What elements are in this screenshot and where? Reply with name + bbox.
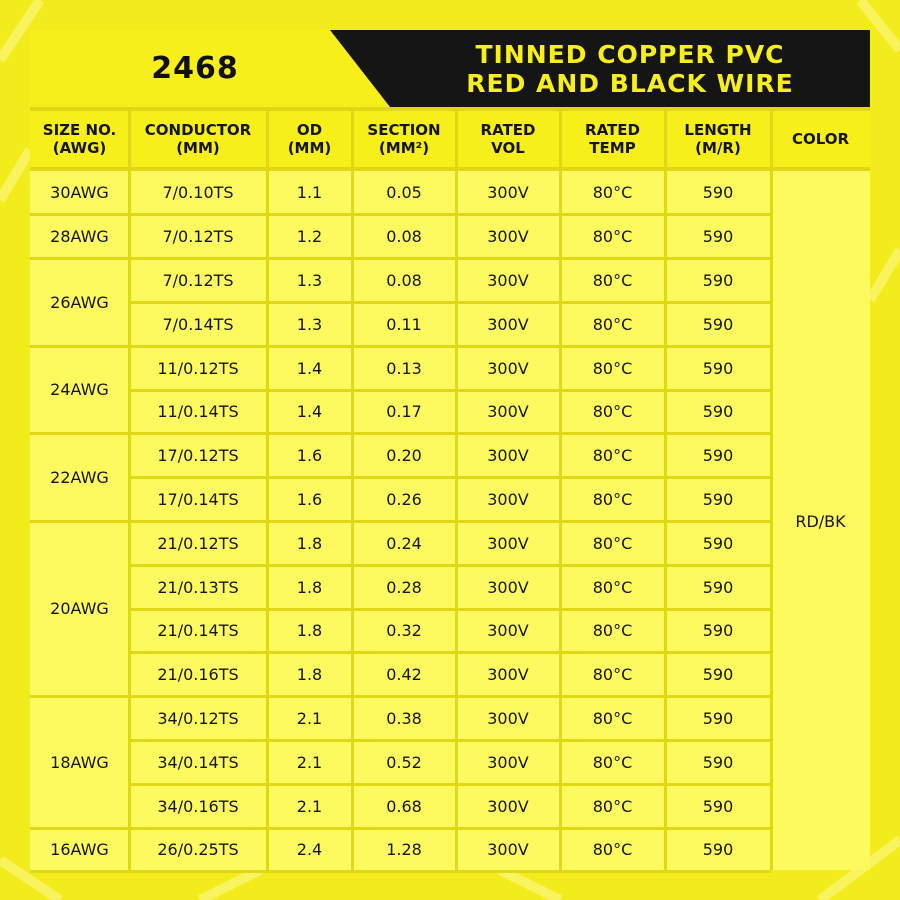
cell-section: 0.42 xyxy=(386,665,422,685)
size-cell: 22AWG xyxy=(50,468,109,488)
cell-conductor: 11/0.14TS xyxy=(157,402,239,422)
size-cell: 18AWG xyxy=(50,752,109,772)
product-title xyxy=(390,30,870,107)
cell-vol: 300V xyxy=(487,621,529,641)
cell-length: 590 xyxy=(702,227,734,247)
cell-length: 590 xyxy=(702,796,734,816)
column-divider xyxy=(455,107,458,870)
cell-section: 0.24 xyxy=(386,533,422,553)
cell-od: 2.1 xyxy=(296,796,323,816)
cell-vol: 300V xyxy=(487,752,529,772)
cell-od: 1.8 xyxy=(296,621,323,641)
cell-vol: 300V xyxy=(487,183,529,203)
column-header-label: RATED xyxy=(480,121,536,139)
cell-conductor: 34/0.14TS xyxy=(157,752,239,772)
column-header-vol xyxy=(456,107,560,171)
product-code: 2468 xyxy=(151,51,239,86)
cell-length: 590 xyxy=(702,665,734,685)
cell-od: 1.4 xyxy=(296,358,323,378)
cell-temp: 80°C xyxy=(592,314,633,334)
column-header-unit: (M/R) xyxy=(695,139,741,157)
header-divider xyxy=(30,107,870,111)
cell-length: 590 xyxy=(702,577,734,597)
cell-conductor: 34/0.16TS xyxy=(157,796,239,816)
column-header-length xyxy=(665,107,771,171)
cell-length: 590 xyxy=(702,402,734,422)
cell-od: 1.8 xyxy=(296,577,323,597)
cell-vol: 300V xyxy=(487,665,529,685)
cell-vol: 300V xyxy=(487,358,529,378)
color-cell: RD/BK xyxy=(795,511,846,531)
cell-conductor: 17/0.12TS xyxy=(157,446,239,466)
column-header-color xyxy=(771,107,870,171)
cell-conductor: 17/0.14TS xyxy=(157,489,239,509)
column-divider xyxy=(266,107,269,870)
cell-temp: 80°C xyxy=(592,840,633,860)
cell-length: 590 xyxy=(702,183,734,203)
size-cell: 26AWG xyxy=(50,292,109,312)
cell-od: 2.1 xyxy=(296,752,323,772)
cell-length: 590 xyxy=(702,708,734,728)
cell-od: 2.4 xyxy=(296,840,323,860)
cell-temp: 80°C xyxy=(592,752,633,772)
cell-length: 590 xyxy=(702,314,734,334)
cell-conductor: 7/0.14TS xyxy=(162,314,234,334)
cell-od: 1.6 xyxy=(296,446,323,466)
cell-od: 1.8 xyxy=(296,665,323,685)
column-header-size xyxy=(30,107,129,171)
cell-vol: 300V xyxy=(487,314,529,334)
cell-conductor: 11/0.12TS xyxy=(157,358,239,378)
cell-section: 0.17 xyxy=(386,402,422,422)
cell-conductor: 21/0.16TS xyxy=(157,665,239,685)
cell-temp: 80°C xyxy=(592,533,633,553)
column-header-label: CONDUCTOR xyxy=(144,121,252,139)
column-header-unit: (MM) xyxy=(176,139,220,157)
title-line-2: RED AND BLACK WIRE xyxy=(466,68,794,98)
cell-section: 0.26 xyxy=(386,489,422,509)
cell-section: 0.20 xyxy=(386,446,422,466)
cell-temp: 80°C xyxy=(592,621,633,641)
cell-vol: 300V xyxy=(487,227,529,247)
cell-vol: 300V xyxy=(487,577,529,597)
column-header-unit: TEMP xyxy=(589,139,636,157)
cell-od: 1.2 xyxy=(296,227,323,247)
column-divider xyxy=(770,107,773,870)
cell-vol: 300V xyxy=(487,840,529,860)
size-cell: 24AWG xyxy=(50,380,109,400)
cell-temp: 80°C xyxy=(592,402,633,422)
cell-conductor: 34/0.12TS xyxy=(157,708,239,728)
cell-temp: 80°C xyxy=(592,577,633,597)
cell-temp: 80°C xyxy=(592,665,633,685)
cell-length: 590 xyxy=(702,621,734,641)
cell-conductor: 21/0.14TS xyxy=(157,621,239,641)
column-header-label: RATED xyxy=(585,121,640,139)
column-header-temp xyxy=(560,107,665,171)
cell-temp: 80°C xyxy=(592,227,633,247)
column-header-label: LENGTH xyxy=(684,121,752,139)
title-line-1: TINNED COPPER PVC xyxy=(475,39,785,69)
cell-vol: 300V xyxy=(487,270,529,290)
cell-section: 0.08 xyxy=(386,227,422,247)
cell-vol: 300V xyxy=(487,708,529,728)
column-header-unit: (AWG) xyxy=(52,139,107,157)
cell-conductor: 7/0.12TS xyxy=(162,227,234,247)
cell-vol: 300V xyxy=(487,402,529,422)
cell-section: 0.13 xyxy=(386,358,422,378)
cell-temp: 80°C xyxy=(592,358,633,378)
cell-section: 0.68 xyxy=(386,796,422,816)
cell-conductor: 7/0.12TS xyxy=(162,270,234,290)
cell-length: 590 xyxy=(702,533,734,553)
cell-od: 1.3 xyxy=(296,270,323,290)
column-header-unit: (MM) xyxy=(287,139,332,157)
cell-length: 590 xyxy=(702,358,734,378)
cell-od: 2.1 xyxy=(296,708,323,728)
cell-conductor: 26/0.25TS xyxy=(157,840,239,860)
column-divider xyxy=(128,107,131,870)
cell-length: 590 xyxy=(702,752,734,772)
cell-temp: 80°C xyxy=(592,270,633,290)
row-divider xyxy=(30,870,771,873)
cell-temp: 80°C xyxy=(592,796,633,816)
cell-section: 0.38 xyxy=(386,708,422,728)
cell-temp: 80°C xyxy=(592,489,633,509)
cell-section: 0.32 xyxy=(386,621,422,641)
cell-conductor: 21/0.13TS xyxy=(157,577,239,597)
column-header-unit: VOL xyxy=(491,139,525,157)
cell-vol: 300V xyxy=(487,796,529,816)
cell-od: 1.6 xyxy=(296,489,323,509)
cell-section: 0.52 xyxy=(386,752,422,772)
cell-section: 0.11 xyxy=(386,314,422,334)
column-header-label: OD xyxy=(296,121,323,139)
size-cell: 20AWG xyxy=(50,599,109,619)
spec-table xyxy=(30,30,870,870)
column-header-label: COLOR xyxy=(791,130,850,148)
cell-vol: 300V xyxy=(487,446,529,466)
cell-section: 0.08 xyxy=(386,270,422,290)
cell-length: 590 xyxy=(702,840,734,860)
cell-conductor: 7/0.10TS xyxy=(162,183,234,203)
cell-temp: 80°C xyxy=(592,183,633,203)
cell-od: 1.3 xyxy=(296,314,323,334)
column-header-label: SECTION xyxy=(367,121,441,139)
column-header-section xyxy=(352,107,456,171)
cell-temp: 80°C xyxy=(592,708,633,728)
size-cell: 16AWG xyxy=(50,840,109,860)
column-header-label: SIZE NO. xyxy=(42,121,117,139)
table-header-bar xyxy=(30,30,870,107)
column-header-conductor xyxy=(129,107,267,171)
size-cell: 30AWG xyxy=(50,183,109,203)
size-cell: 28AWG xyxy=(50,227,109,247)
cell-length: 590 xyxy=(702,446,734,466)
cell-od: 1.4 xyxy=(296,402,323,422)
column-header-od xyxy=(267,107,352,171)
cell-od: 1.8 xyxy=(296,533,323,553)
cell-temp: 80°C xyxy=(592,446,633,466)
cell-length: 590 xyxy=(702,270,734,290)
cell-section: 0.28 xyxy=(386,577,422,597)
cell-section: 1.28 xyxy=(386,840,422,860)
column-divider xyxy=(664,107,667,870)
cell-vol: 300V xyxy=(487,489,529,509)
column-header-unit: (MM²) xyxy=(378,139,430,157)
cell-vol: 300V xyxy=(487,533,529,553)
column-divider xyxy=(559,107,562,870)
cell-od: 1.1 xyxy=(296,183,323,203)
column-divider xyxy=(351,107,354,870)
cell-conductor: 21/0.12TS xyxy=(157,533,239,553)
cell-section: 0.05 xyxy=(386,183,422,203)
cell-length: 590 xyxy=(702,489,734,509)
